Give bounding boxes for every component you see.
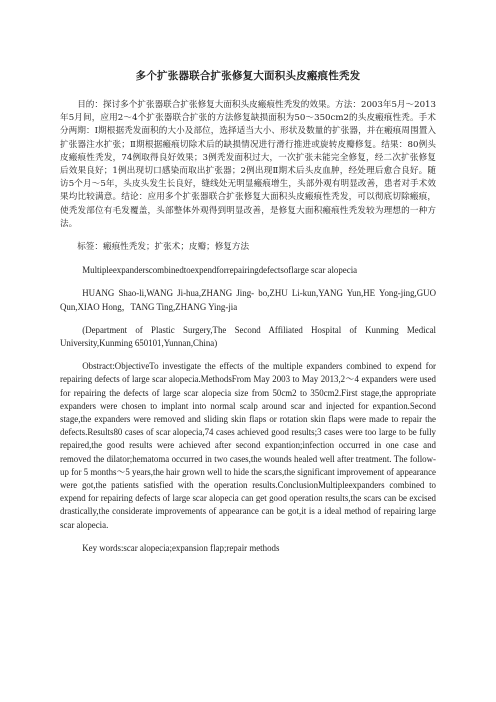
keywords-chinese: 标签：瘢痕性秃发；扩张术；皮瓣；修复方法 xyxy=(77,242,250,253)
affiliation: (Department of Plastic Surgery,The Second Affiliated Hospital of Kunming Medical University,Kunming 650101,Yunnan,China) xyxy=(60,324,436,349)
paper-title: 多个扩张器联合扩张修复大面积头皮瘢痕性秃发 xyxy=(135,70,361,82)
abstract-english: Obstract:ObjectiveTo investigate the effects of the multiple expanders combined to expend for repairing defects of large scar alopecia.MethodsFrom May 2003 to May 2013,2～4 expanders were used for repairing the defects of large scar alopecia size from 50cm2 to 350cm2.First stage,the appropriate expanders were chosen to implant into normal scalp around scar and injected for expantion.Second stage,the expanders were removed and sliding skin flaps or rotation skin flaps were made to repair the defects.Results80 cases of scar alopecia,74 cases achieved good results;3 cases were too large to be fully repaired,the good results were achieved after second expantion;infection occurred in one case and removed the dilator;hematoma occurred in two cases,the wounds healed well after treatment. The follow-up for 5 months～5 years,the hair grown well to hide the scars,the significant improvement of appearance were got,the patients satisfied with the operation results.ConclusionMultipleexpanders combined to expend for repairing defects of large scar alopecia can get good operation results,the scars can be excised drastically,the considerate improvements of appearance can be got,it is a ideal method of repairing large scar alopecia. xyxy=(60,361,436,530)
abstract-chinese: 目的：探讨多个扩张器联合扩张修复大面积头皮瘢痕性秃发的效果。方法：2003年5月～2013年5月间，应用2～4个扩张器联合扩张的方法修复缺损面积为50～350cm2的头皮瘢痕性秃。手术分两期：Ⅰ期根据秃发面积的大小及部位，选择适当大小、形状及数量的扩张器，并在瘢痕周围置入扩张器注水扩张；Ⅱ期根据瘢痕切除术后的缺损情况进行滑行推进或旋转皮瓣修复。结果：80例头皮瘢痕性秃发，74例取得良好效果；3例秃发面积过大，一次扩张未能完全修复，经二次扩张修复后效果良好；1例出现切口感染而取出扩张器；2例出现Ⅱ期术后头皮血肿，经处理后愈合良好。随访5个月～5年，头皮头发生长良好，缝线处无明显瘢痕增生，头部外观有明显改善，患者对手术效果均比较满意。结论：应用多个扩张器联合扩张修复大面积头皮瘢痕性秃发，可以彻底切除瘢痕，使秃发部位有毛发覆盖，头部整体外观得到明显改善，是修复大面积瘢痕性秃发较为理想的一种方法。 xyxy=(60,100,436,229)
title-english: Multipleexpanderscombinedtoexpendforrepairingdefectsoflarge scar alopecia xyxy=(82,265,358,276)
keywords-english: Key words:scar alopecia;expansion flap;repair methods xyxy=(82,542,280,553)
author-list: HUANG Shao-li,WANG Ji-hua,ZHANG Jing- bo,ZHU Li-kun,YANG Yun,HE Yong-jing,GUO Qun,XIAO Hong，TANG Ting,ZHANG Ying-jia xyxy=(60,288,436,312)
